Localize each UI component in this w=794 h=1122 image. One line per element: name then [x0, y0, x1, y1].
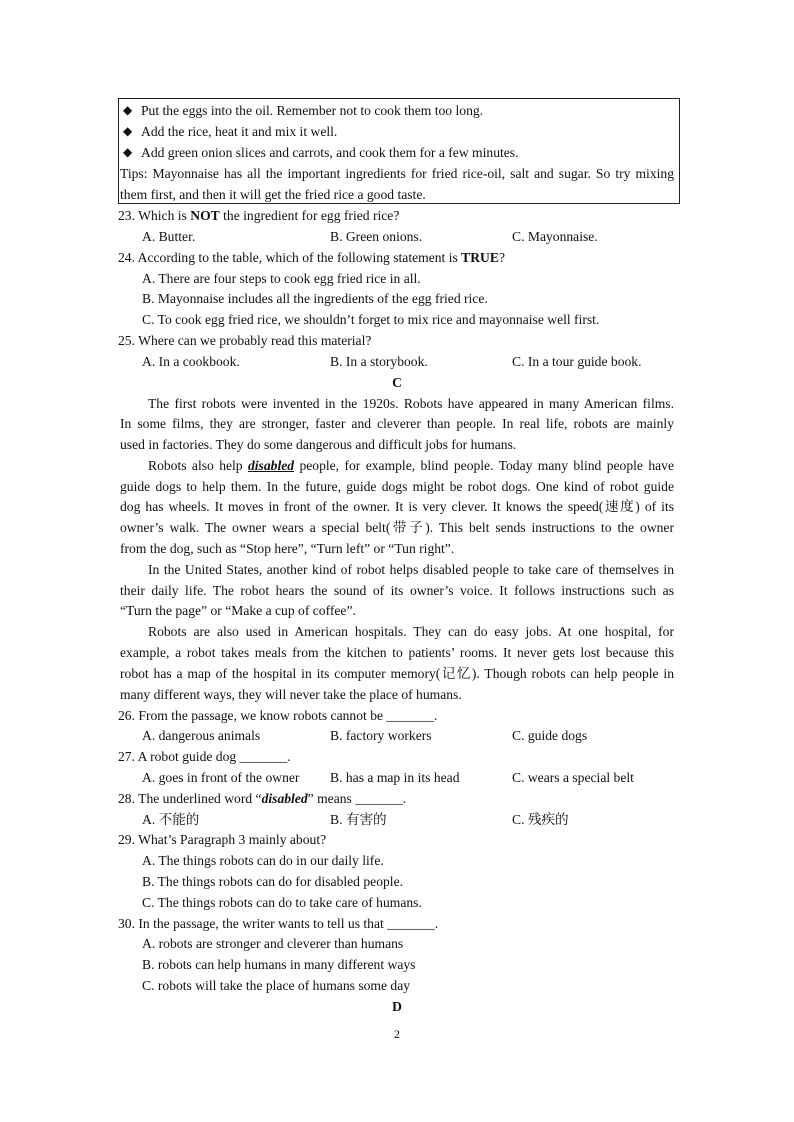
- q27-option-b: B. has a map in its head: [330, 770, 460, 785]
- diamond-bullet-icon: ◆: [123, 103, 133, 117]
- passage-p2-line-3: dog has wheels. It moves in front of the owner. It is very clever. It knows the speed(速度) of its: [120, 499, 674, 514]
- question-23: 23. Which is NOT the ingredient for egg fried rice?: [118, 208, 400, 223]
- recipe-tips-line-1: Tips: Mayonnaise has all the important ingredients for fried rice-oil, salt and sugar. So try mixing: [120, 166, 674, 181]
- passage-p4-line-4: many different ways, they will never take the place of humans.: [120, 687, 462, 702]
- q24-option-b: B. Mayonnaise includes all the ingredients of the egg fried rice.: [142, 291, 488, 306]
- q28-option-b: B. 有害的: [330, 812, 387, 827]
- q28-option-c: C. 残疾的: [512, 812, 569, 827]
- passage-p2-line-2: guide dogs to help them. In the future, guide dogs might be robot dogs. One kind of robot guide: [120, 479, 674, 494]
- q30-option-c: C. robots will take the place of humans some day: [142, 978, 411, 993]
- passage-p1-line-2: In some films, they are stronger, faster and cleverer than people. In real life, robots are mainly: [120, 416, 674, 431]
- q25-option-c: C. In a tour guide book.: [512, 354, 642, 369]
- question-27: 27. A robot guide dog _______.: [118, 749, 291, 764]
- q28-option-a: A. 不能的: [142, 812, 200, 827]
- q26-option-c: C. guide dogs: [512, 728, 588, 743]
- page-number: 2: [394, 1027, 400, 1041]
- q27-option-c: C. wears a special belt: [512, 770, 634, 785]
- question-24: 24. According to the table, which of the following statement is TRUE?: [118, 250, 505, 265]
- passage-p4-line-3: robot has a map of the hospital in its computer memory(记忆). Though robots can help people in: [120, 666, 674, 681]
- q25-option-b: B. In a storybook.: [330, 354, 428, 369]
- question-30: 30. In the passage, the writer wants to tell us that _______.: [118, 916, 439, 931]
- underlined-word: disabled: [247, 458, 295, 473]
- passage-p3-line-2: their daily life. The robot hears the sound of its owner’s voice. It follows instructions such as: [120, 583, 674, 598]
- passage-p3-line-3: “Turn the page” or “Make a cup of coffee”.: [120, 603, 356, 618]
- q30-option-b: B. robots can help humans in many different ways: [142, 957, 416, 972]
- q23-option-a: A. Butter.: [142, 229, 196, 244]
- diamond-bullet-icon: ◆: [123, 124, 133, 138]
- q24-option-a: A. There are four steps to cook egg fried rice in all.: [142, 271, 421, 286]
- passage-p2-line-1: Robots also help disabled people, for example, blind people. Today many blind people have: [148, 458, 674, 473]
- q26-option-a: A. dangerous animals: [142, 728, 261, 743]
- diamond-bullet-icon: ◆: [123, 145, 133, 159]
- passage-p4-line-2: example, a robot takes meals from the kitchen to patients’ rooms. It never gets lost because this: [120, 645, 674, 660]
- section-d-heading: D: [392, 999, 402, 1014]
- q23-option-c: C. Mayonnaise.: [512, 229, 598, 244]
- question-29: 29. What’s Paragraph 3 mainly about?: [118, 832, 327, 847]
- q23-option-b: B. Green onions.: [330, 229, 423, 244]
- passage-p2-line-5: from the dog, such as “Stop here”, “Turn left” or “Tun right”.: [120, 541, 455, 556]
- question-25: 25. Where can we probably read this material?: [118, 333, 372, 348]
- passage-p3-line-1: In the United States, another kind of robot helps disabled people to take care of themselves in: [148, 562, 674, 577]
- q27-option-a: A. goes in front of the owner: [142, 770, 300, 785]
- recipe-step-1: Put the eggs into the oil. Remember not to cook them too long.: [141, 103, 484, 118]
- question-28: 28. The underlined word “disabled” means _______.: [118, 791, 407, 806]
- recipe-tips-line-2: them first, and then it will get the fried rice a good taste.: [120, 187, 426, 202]
- passage-p1-line-1: The first robots were invented in the 1920s. Robots have appeared in many American films.: [148, 396, 674, 411]
- q24-option-c: C. To cook egg fried rice, we shouldn’t forget to mix rice and mayonnaise well first.: [142, 312, 600, 327]
- question-26: 26. From the passage, we know robots cannot be _______.: [118, 708, 438, 723]
- passage-p4-line-1: Robots are also used in American hospitals. They can do easy jobs. At one hospital, for: [148, 624, 674, 639]
- q25-option-a: A. In a cookbook.: [142, 354, 240, 369]
- recipe-step-2: Add the rice, heat it and mix it well.: [141, 124, 338, 139]
- passage-p2-line-4: owner’s walk. The owner wears a special belt(带子). This belt sends instructions to the owner: [120, 520, 674, 535]
- q29-option-a: A. The things robots can do in our daily life.: [142, 853, 384, 868]
- q29-option-b: B. The things robots can do for disabled people.: [142, 874, 404, 889]
- q29-option-c: C. The things robots can do to take care of humans.: [142, 895, 422, 910]
- passage-p1-line-3: used in factories. They do some dangerous and difficult jobs for humans.: [120, 437, 517, 452]
- q30-option-a: A. robots are stronger and cleverer than humans: [142, 936, 404, 951]
- section-c-heading: C: [392, 375, 402, 390]
- q26-option-b: B. factory workers: [330, 728, 432, 743]
- recipe-step-3: Add green onion slices and carrots, and cook them for a few minutes.: [141, 145, 519, 160]
